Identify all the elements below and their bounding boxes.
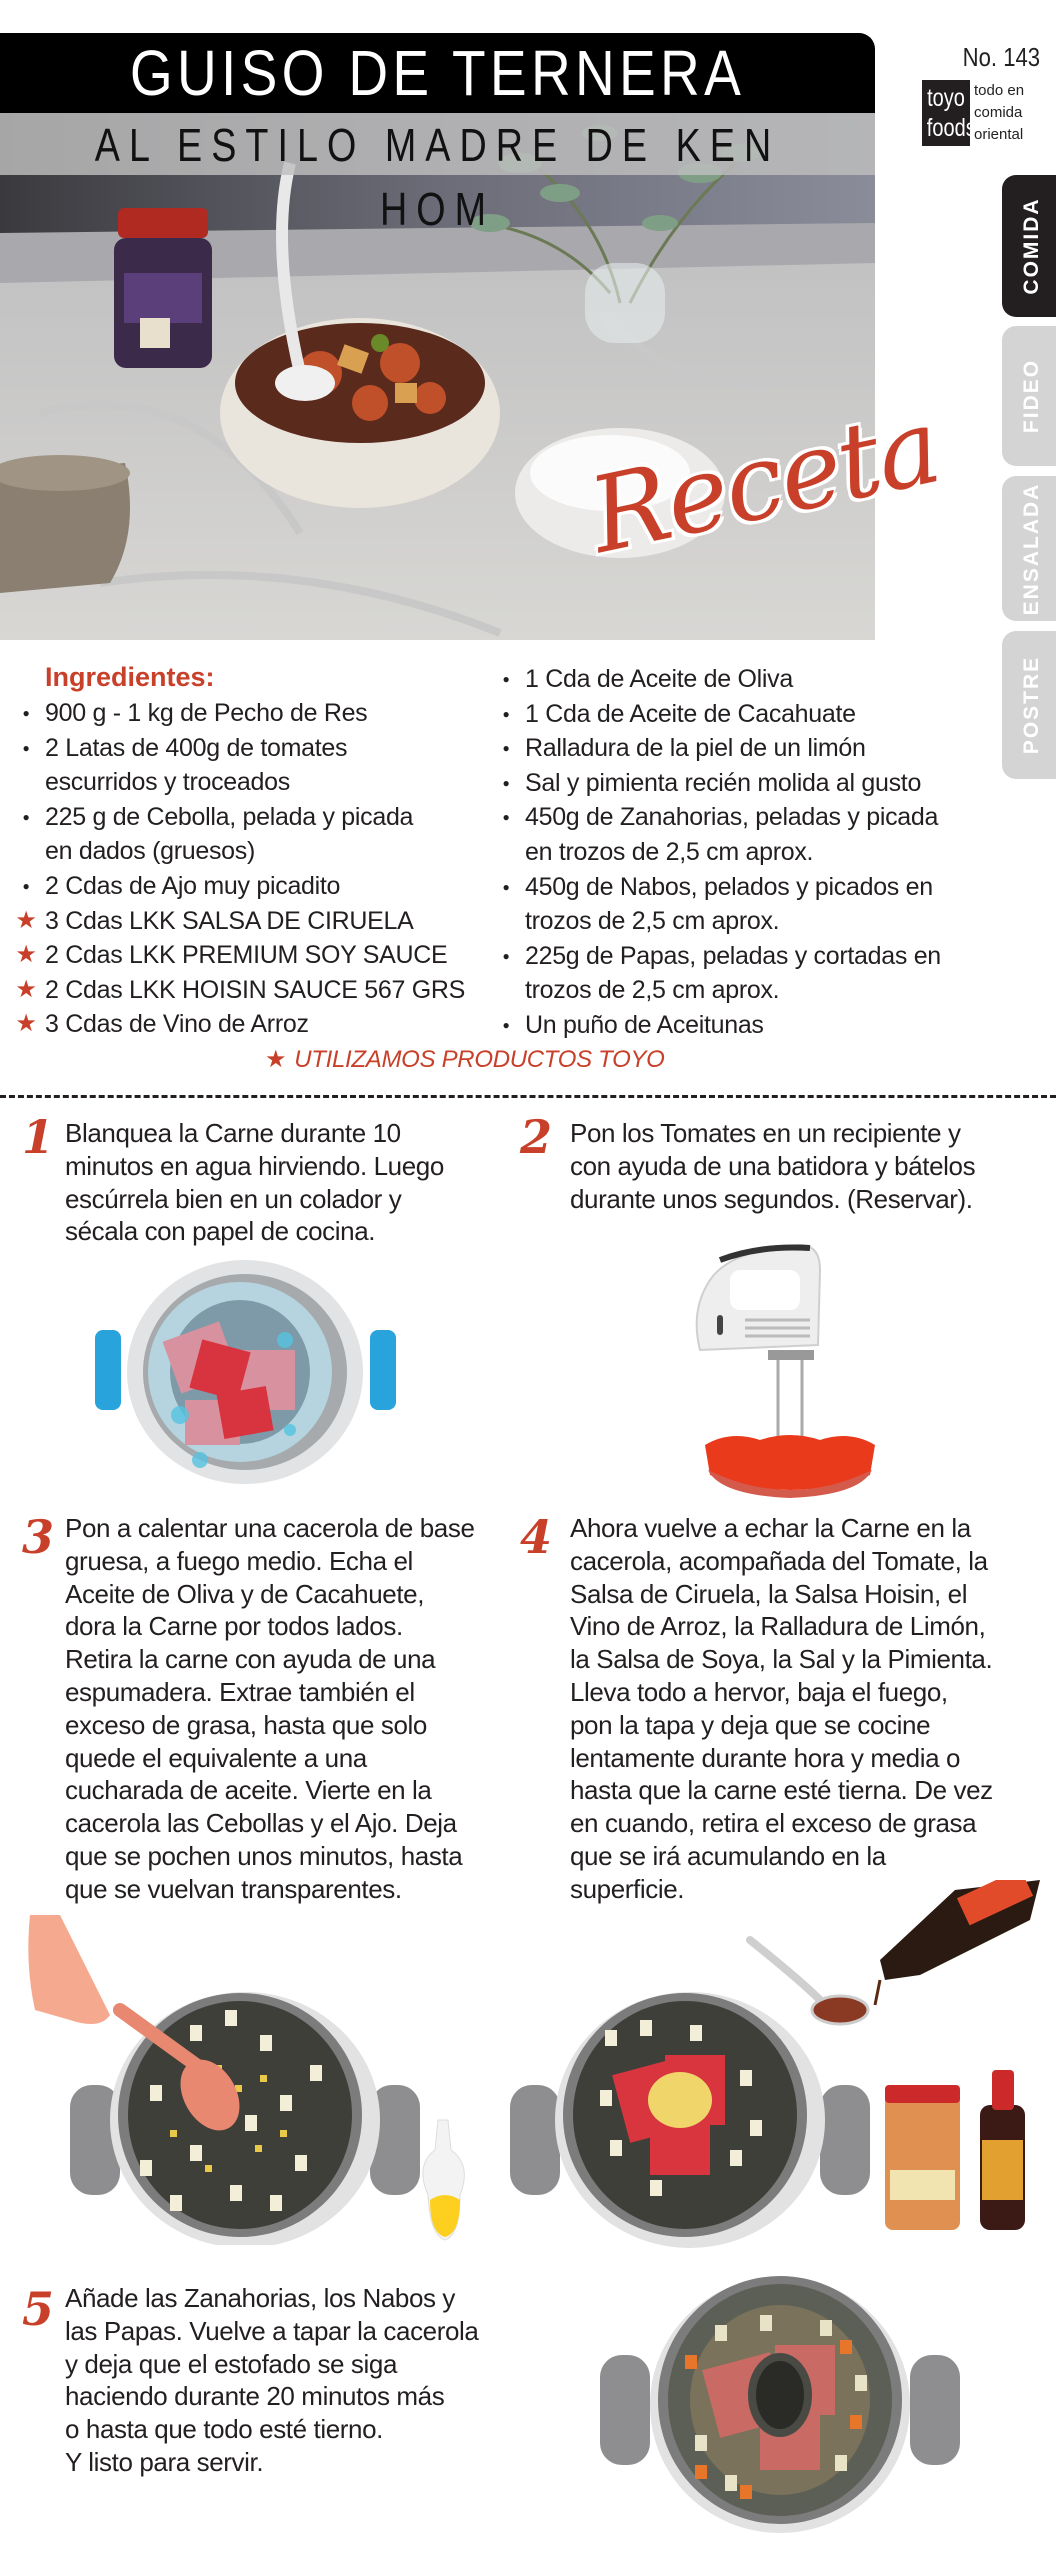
covered-pot-stew-illustration (585, 2265, 965, 2535)
step-line: que se irá acumulando en la (570, 1840, 886, 1871)
step-line: Salsa de Ciruela, la Salsa Hoisin, el (570, 1578, 968, 1609)
ingredient-text: Un puño de Aceitunas (525, 1010, 764, 1039)
step-line: la Salsa de Soya, la Sal y la Pimienta. (570, 1644, 993, 1675)
step-line: Pon a calentar una cacerola de base (65, 1513, 475, 1543)
tagline-line: oriental (974, 126, 1024, 143)
bullet-icon: ● (502, 672, 510, 686)
pan-meat-sauces-illustration (500, 1880, 1056, 2250)
issue-number: No. 143 (962, 42, 1040, 72)
ingredient-text: en dados (gruesos) (45, 837, 256, 866)
ingredients-heading: Ingredientes: (45, 662, 215, 692)
toyo-products-note (265, 1045, 665, 1074)
ingredient-item (22, 731, 465, 766)
step-3-text (65, 1512, 475, 1906)
step-line: quede el equivalente a una (65, 1742, 367, 1773)
recipe-title: GUISO DE TERNERA (129, 37, 746, 109)
ingredient-item (502, 800, 941, 835)
ingredient-item (15, 1007, 465, 1042)
step-line: Vino de Arroz, la Ralladura de Limón, (570, 1611, 986, 1642)
bullet-icon: ● (502, 741, 510, 756)
step-line: cacerola, acompañada del Tomate, la (570, 1545, 988, 1576)
bullet-icon: ● (22, 878, 30, 893)
step-number: 1 (22, 1110, 55, 1164)
step-line: las Papas. Vuelve a tapar la cacerola (65, 2315, 479, 2346)
ingredient-text: 3 Cdas LKK SALSA DE CIRUELA (45, 906, 414, 935)
step-line: en cuando, retira el exceso de grasa (570, 1808, 977, 1839)
logo-line-1: toyo (927, 84, 965, 112)
ingredient-item (502, 1008, 941, 1043)
ingredient-item (502, 939, 941, 974)
step-line: minutos en agua hirviendo. Luego (65, 1150, 444, 1181)
ingredient-item (502, 731, 941, 766)
ingredient-item (502, 766, 941, 801)
ingredient-item (525, 904, 941, 939)
pot-boiling-meat-illustration (90, 1260, 400, 1490)
step-4-text (570, 1512, 993, 1906)
step-line: y deja que el estofado se siga (65, 2348, 398, 2379)
step-line: Aceite de Oliva y de Cacahuete, (65, 1578, 425, 1609)
ingredient-item (15, 973, 466, 1008)
ingredient-text: escurridos y troceados (45, 768, 290, 797)
step-line: superficie. (570, 1873, 685, 1904)
ingredient-text: 3 Cdas de Vino de Arroz (45, 1010, 309, 1039)
note-text: UTILIZAMOS PRODUCTOS TOYO (294, 1046, 665, 1073)
bullet-icon: ● (502, 879, 510, 894)
ingredient-text: trozos de 2,5 cm aprox. (525, 976, 780, 1005)
ingredient-item (502, 697, 941, 732)
step-5-text (65, 2282, 479, 2479)
hand-mixer-tomato-illustration (690, 1240, 890, 1500)
bullet-icon: ● (502, 1017, 510, 1032)
step-line: cacerola las Cebollas y el Ajo. Deja (65, 1808, 457, 1839)
ingredient-item (15, 938, 465, 973)
tab-label: FIDEO (1020, 358, 1043, 434)
bullet-icon: ● (502, 810, 510, 825)
recipe-subtitle: AL ESTILO MADRE DE KEN HOM (94, 119, 781, 235)
ingredient-item (22, 869, 465, 904)
bullet-icon: ● (502, 706, 510, 721)
tagline-line: todo en (974, 82, 1025, 99)
ingredient-item (22, 800, 465, 835)
ingredient-item (502, 870, 941, 905)
tab-comida[interactable] (1002, 175, 1056, 317)
step-line: espumadera. Extrae también el (65, 1676, 415, 1707)
star-icon: ★ (15, 975, 37, 1003)
step-line: gruesa, a fuego medio. Echa el (65, 1545, 413, 1576)
ingredient-item (525, 973, 941, 1008)
step-line: Y listo para servir. (65, 2446, 264, 2477)
ingredient-text: 2 Cdas LKK HOISIN SAUCE 567 GRS (45, 975, 466, 1004)
ingredient-text: 2 Latas de 400g de tomates (45, 733, 348, 762)
ingredient-item (45, 834, 465, 869)
ingredients-right-column (502, 662, 941, 1043)
step-line: hasta que la carne esté tierna. De vez (570, 1775, 993, 1806)
ingredient-text: en trozos de 2,5 cm aprox. (525, 837, 814, 866)
ingredient-text: 1 Cda de Aceite de Cacahuate (525, 699, 856, 728)
step-2-text (570, 1117, 975, 1215)
ingredient-text: 900 g - 1 kg de Pecho de Res (45, 699, 368, 727)
step-number: 2 (520, 1110, 553, 1164)
star-icon: ★ (15, 941, 37, 969)
step-line: Ahora vuelve a echar la Carne en la (570, 1513, 971, 1543)
step-line: Lleva todo a hervor, baja el fuego, (570, 1676, 948, 1707)
ingredient-item (22, 696, 465, 731)
tab-fideo[interactable] (1002, 326, 1056, 466)
step-line: o hasta que todo esté tierno. (65, 2414, 383, 2445)
step-line: Añade las Zanahorias, los Nabos y (65, 2283, 456, 2313)
step-line: cucharada de aceite. Vierte en la (65, 1775, 432, 1806)
tab-label: POSTRE (1020, 655, 1043, 755)
bullet-icon: ● (502, 948, 510, 963)
step-line: lentamente durante hora y media o (570, 1742, 961, 1773)
ingredients-left-column (15, 696, 466, 1042)
ingredient-text: 450g de Nabos, pelados y picados en (525, 872, 933, 901)
dashed-divider (0, 1095, 1056, 1098)
step-line: sécala con papel de cocina. (65, 1216, 376, 1247)
logo-tagline (974, 80, 1024, 146)
ingredient-text: 225g de Papas, peladas y cortadas en (525, 941, 941, 970)
tab-ensalada[interactable] (1002, 476, 1056, 621)
step-1-text (65, 1117, 444, 1248)
ingredient-item (45, 765, 465, 800)
step-line: escúrrela bien en un colador y (65, 1183, 402, 1214)
bullet-icon: ● (22, 740, 30, 755)
step-line: dora la Carne por todos lados. (65, 1611, 403, 1642)
ingredient-text: 2 Cdas de Ajo muy picadito (45, 871, 341, 900)
ingredient-text: trozos de 2,5 cm aprox. (525, 907, 780, 936)
ingredient-text: Ralladura de la piel de un limón (525, 734, 866, 763)
step-number: 3 (22, 1510, 55, 1564)
step-line: Blanquea la Carne durante 10 (65, 1118, 401, 1148)
step-line: que se pochen unos minutos, hasta (65, 1840, 463, 1871)
star-icon: ★ (15, 906, 37, 934)
step-line: Pon los Tomates en un recipiente y (570, 1118, 961, 1148)
ingredient-text: 2 Cdas LKK PREMIUM SOY SAUCE (45, 941, 448, 970)
bullet-icon: ● (502, 775, 510, 790)
star-icon: ★ (15, 1010, 37, 1038)
ingredient-item (502, 662, 941, 697)
step-number: 5 (22, 2282, 55, 2336)
ingredient-item (15, 904, 465, 939)
toyo-foods-logo (922, 80, 976, 146)
ingredient-text: 450g de Zanahorias, peladas y picada (525, 803, 939, 832)
step-line: Retira la carne con ayuda de una (65, 1644, 436, 1675)
step-line: pon la tapa y deja que se cocine (570, 1709, 931, 1740)
step-line: que se vuelvan transparentes. (65, 1873, 402, 1904)
tab-postre[interactable] (1002, 631, 1056, 779)
ingredient-item (525, 835, 941, 870)
step-line: con ayuda de una batidora y bátelos (570, 1150, 976, 1181)
tagline-line: comida (974, 104, 1023, 121)
step-line: exceso de grasa, hasta que solo (65, 1709, 427, 1740)
tab-label: ENSALADA (1020, 482, 1043, 615)
step-line: haciendo durante 20 minutos más (65, 2381, 445, 2412)
ingredient-text: 225 g de Cebolla, pelada y picada (45, 802, 414, 831)
ingredient-text: Sal y pimienta recién molida al gusto (525, 768, 922, 797)
bullet-icon: ● (22, 706, 30, 720)
step-number: 4 (520, 1510, 553, 1564)
pan-onions-illustration (20, 1915, 500, 2245)
receta-script-label: Receta (579, 384, 949, 577)
star-icon: ★ (265, 1046, 287, 1073)
ingredient-text: 1 Cda de Aceite de Oliva (525, 665, 793, 693)
tab-label: COMIDA (1020, 197, 1043, 295)
step-line: durante unos segundos. (Reservar). (570, 1183, 973, 1214)
bullet-icon: ● (22, 809, 30, 824)
logo-line-2: foods (926, 114, 976, 142)
